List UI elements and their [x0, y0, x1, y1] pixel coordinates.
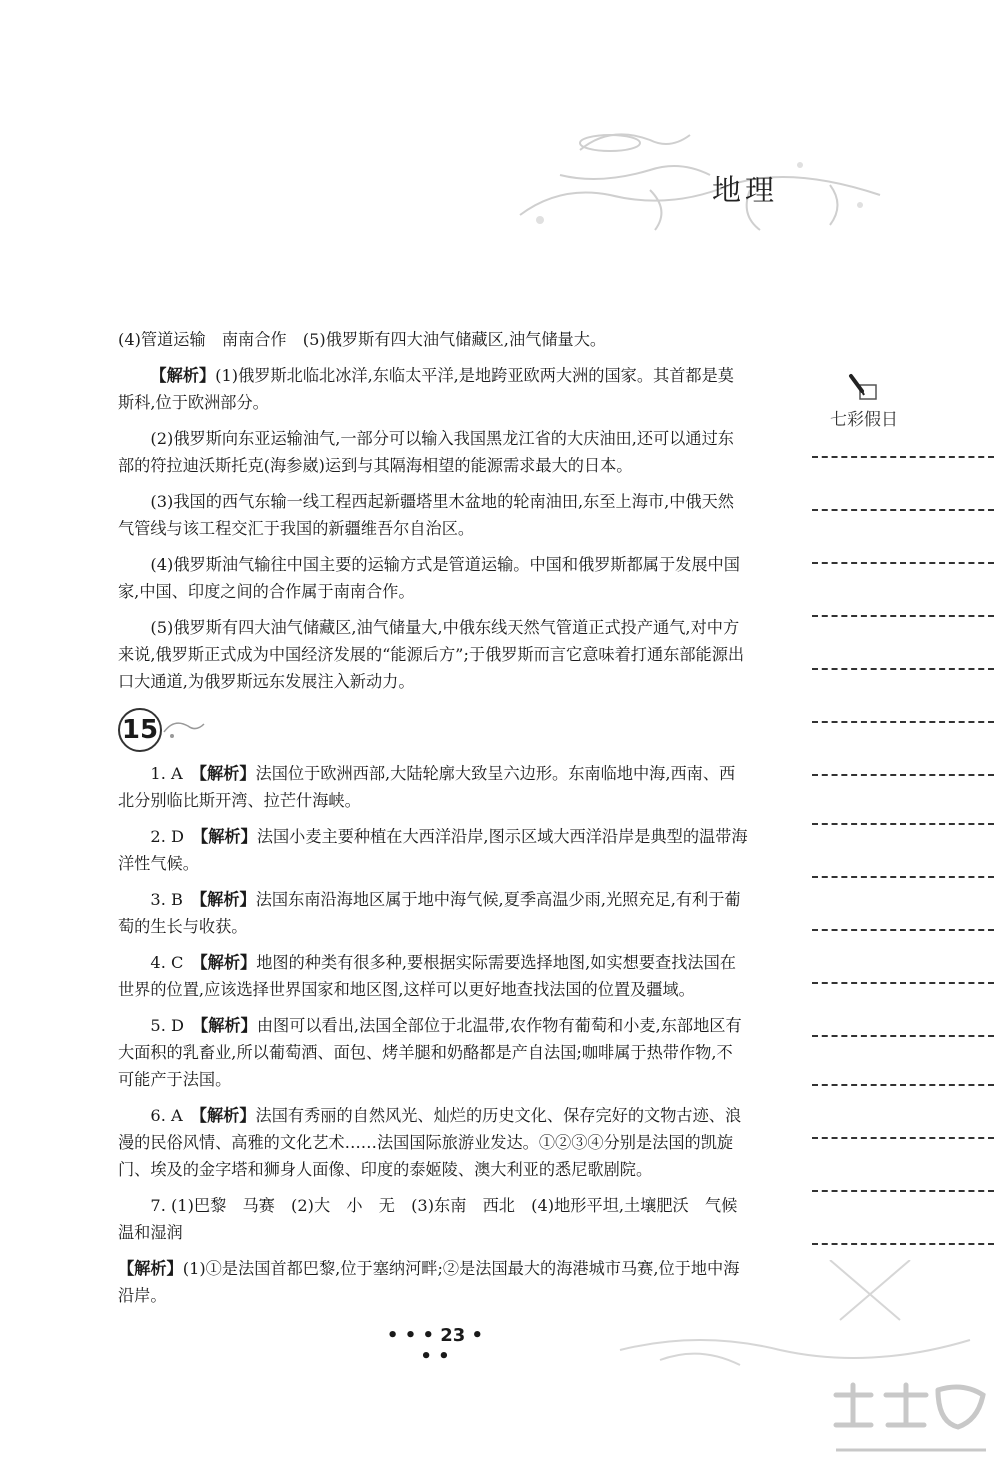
note-line: [812, 509, 994, 511]
analysis-text: (1)俄罗斯北临北冰洋,东临太平洋,是地跨亚欧两大洲的国家。其首都是莫斯科,位于欧洲部分。: [118, 366, 734, 412]
analysis-text: 由图可以看出,法国全部位于北温带,农作物有葡萄和小麦,东部地区有大面积的乳畜业,所以葡萄酒、面包、烤羊腿和奶酪都是产自法国;咖啡属于热带作物,不可能产于法国。: [118, 1016, 742, 1089]
answer-key: 4. C: [150, 953, 184, 972]
header-decoration: [500, 95, 900, 245]
analysis-tag: 【解析】: [200, 1016, 257, 1035]
analysis-text: 地图的种类有很多种,要根据实际需要选择地图,如实想要查找法国在世界的位置,应该选择世界国家和地区图,这样可以更好地查找法国的位置及疆域。: [118, 953, 736, 999]
note-line: [812, 615, 994, 617]
note-line: [812, 562, 994, 564]
question-answer: [118, 823, 748, 877]
analysis-paragraph: (5)俄罗斯有四大油气储藏区,油气储量大,中俄东线天然气管道正式投产通气,对中方来说,俄罗斯正式成为中国经济发展的“能源后方”;于俄罗斯而言它意味着打通东部能源出口大通道,为俄罗斯远东发展注入新动力。: [118, 618, 745, 691]
watermark-logo: [826, 1380, 996, 1465]
question-answer: [118, 1102, 748, 1183]
note-line: [812, 823, 994, 825]
analysis-tag: 【解析】: [199, 953, 257, 972]
answer-key: 1. A: [150, 764, 183, 783]
question-answer: [118, 886, 748, 940]
note-line: [812, 1190, 994, 1192]
note-line: [812, 456, 994, 458]
analysis-tag: 【解析】: [150, 366, 216, 385]
analysis-paragraph: (3)我国的西气东输一线工程西起新疆塔里木盆地的轮南油田,东至上海市,中俄天然气管线与该工程交汇于我国的新疆维吾尔自治区。: [118, 492, 734, 538]
note-line: [812, 982, 994, 984]
bottom-decoration: [600, 1260, 980, 1380]
analysis-tag: 【解析】: [198, 764, 256, 783]
pen-icon: [848, 373, 880, 403]
analysis-tag: 【解析】: [198, 1106, 256, 1125]
analysis-text: 法国东南沿海地区属于地中海气候,夏季高温少雨,光照充足,有利于葡萄的生长与收获。: [118, 890, 741, 936]
note-line: [812, 721, 994, 723]
section-number: 15: [118, 708, 162, 752]
question-answer: 7. (1)巴黎 马赛 (2)大 小 无 (3)东南 西北 (4)地形平坦,土壤肥沃 气候温和湿润: [118, 1196, 738, 1242]
note-line: [812, 1243, 994, 1245]
note-line: [812, 1084, 994, 1086]
question-answer: [118, 760, 748, 814]
answer-key: 3. B: [150, 890, 183, 909]
analysis-paragraph: (2)俄罗斯向东亚运输油气,一部分可以输入我国黑龙江省的大庆油田,还可以通过东部的符拉迪沃斯托克(海参崴)运到与其隔海相望的能源需求最大的日本。: [118, 429, 734, 475]
note-line: [812, 876, 994, 878]
note-line: [812, 929, 994, 931]
note-line: [812, 668, 994, 670]
answer-line: (4)管道运输 南南合作 (5)俄罗斯有四大油气储藏区,油气储量大。: [118, 330, 607, 349]
section-decoration: [162, 712, 362, 748]
answer-key: 6. A: [150, 1106, 183, 1125]
analysis-text: (1)①是法国首都巴黎,位于塞纳河畔;②是法国最大的海港城市马赛,位于地中海沿岸。: [118, 1259, 740, 1305]
analysis-text: 法国小麦主要种植在大西洋沿岸,图示区域大西洋沿岸是典型的温带海洋性气候。: [118, 827, 748, 873]
sidebar-label: 七彩假日: [830, 410, 898, 430]
page-number: • • • 23 • • •: [386, 1325, 484, 1367]
analysis-text: 法国有秀丽的自然风光、灿烂的历史文化、保存完好的文物古迹、浪漫的民俗风情、高雅的文化艺术……法国国际旅游业发达。①②③④分别是法国的凯旋门、埃及的金字塔和狮身人面像、印度的泰姬陵、澳大利亚的悉尼歌剧院。: [118, 1106, 742, 1179]
answer-content: [118, 326, 748, 1318]
question-answer: [118, 949, 748, 1003]
note-line: [812, 1137, 994, 1139]
note-line: [812, 1035, 994, 1037]
analysis-text: 法国位于欧洲西部,大陆轮廓大致呈六边形。东南临地中海,西南、西北分别临比斯开湾、拉芒什海峡。: [118, 764, 736, 810]
analysis-tag: 【解析】: [200, 827, 257, 846]
note-line: [812, 774, 994, 776]
analysis-paragraph: [118, 362, 748, 416]
subject-title: 地理: [712, 173, 779, 207]
section-header: [118, 704, 748, 758]
answer-key: 2. D: [150, 827, 184, 846]
analysis-paragraph: (4)俄罗斯油气输往中国主要的运输方式是管道运输。中国和俄罗斯都属于发展中国家,中国、印度之间的合作属于南南合作。: [118, 555, 740, 601]
question-answer: [118, 1012, 748, 1093]
analysis-tag: 【解析】: [118, 1259, 183, 1278]
analysis-tag: 【解析】: [199, 890, 256, 909]
answer-key: 5. D: [150, 1016, 184, 1035]
